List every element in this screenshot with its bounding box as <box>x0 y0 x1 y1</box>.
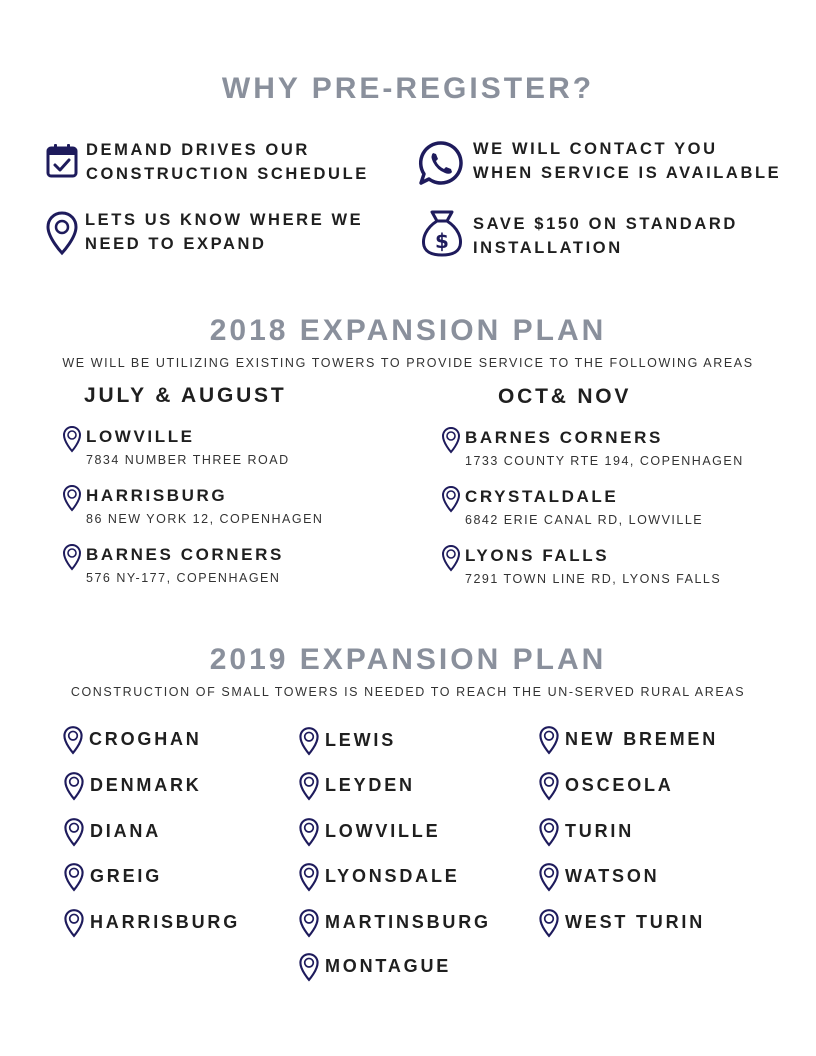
map-pin-icon <box>298 908 320 943</box>
town-name: CROGHAN <box>89 729 202 749</box>
town-name: DIANA <box>90 821 161 841</box>
benefit-demand: DEMAND DRIVES OUR CONSTRUCTION SCHEDULE <box>86 141 369 183</box>
map-pin-icon <box>63 908 85 943</box>
map-pin-icon <box>298 771 320 806</box>
map-pin-icon <box>62 484 82 517</box>
map-pin-icon <box>298 862 320 897</box>
map-pin-icon <box>298 817 320 852</box>
town-name: MARTINSBURG <box>325 912 491 932</box>
town-name: WATSON <box>565 866 660 886</box>
map-pin-icon <box>441 485 461 518</box>
map-pin-icon <box>63 862 85 897</box>
map-pin-icon <box>62 725 84 760</box>
benefit-contact: WE WILL CONTACT YOU WHEN SERVICE IS AVAILABLE <box>473 140 782 182</box>
why-preregister-title: WHY PRE-REGISTER? <box>221 72 595 105</box>
svg-text:$: $ <box>435 229 449 253</box>
town-name: HARRISBURG <box>90 912 241 932</box>
map-pin-icon <box>298 726 320 761</box>
phone-chat-icon <box>418 140 464 186</box>
location-name: HARRISBURG <box>86 486 228 505</box>
map-pin-icon <box>538 862 560 897</box>
plan-2018-subtitle: WE WILL BE UTILIZING EXISTING TOWERS TO PROVIDE SERVICE TO THE FOLLOWING AREAS <box>62 356 754 370</box>
location-address: 1733 COUNTY RTE 194, COPENHAGEN <box>465 454 744 468</box>
location-name: LOWVILLE <box>86 427 195 446</box>
map-pin-icon <box>441 544 461 577</box>
town-name: OSCEOLA <box>565 775 674 795</box>
plan-2019-title: 2019 EXPANSION PLAN <box>209 643 607 676</box>
town-name: WEST TURIN <box>565 912 705 932</box>
location-address: 86 NEW YORK 12, COPENHAGEN <box>86 512 324 526</box>
benefit-save: SAVE $150 ON STANDARD INSTALLATION <box>473 215 738 257</box>
map-pin-icon <box>298 952 320 987</box>
map-pin-icon <box>538 725 560 760</box>
location-name: CRYSTALDALE <box>465 487 619 506</box>
town-name: LOWVILLE <box>325 821 441 841</box>
map-pin-icon <box>62 543 82 576</box>
town-name: LEYDEN <box>325 775 415 795</box>
column-oct-nov-heading: OCT& NOV <box>498 385 632 408</box>
map-pin-icon <box>538 817 560 852</box>
town-name: TURIN <box>565 821 634 841</box>
town-name: LEWIS <box>325 730 396 750</box>
plan-2019-subtitle: CONSTRUCTION OF SMALL TOWERS IS NEEDED TO REACH THE UN-SERVED RURAL AREAS <box>70 685 746 699</box>
map-pin-icon <box>538 908 560 943</box>
map-pin-icon <box>62 425 82 458</box>
benefit-expand: LETS US KNOW WHERE WE NEED TO EXPAND <box>85 211 364 253</box>
location-name: LYONS FALLS <box>465 546 610 565</box>
town-name: LYONSDALE <box>325 866 460 886</box>
town-name: MONTAGUE <box>325 956 452 976</box>
town-name: GREIG <box>90 866 163 886</box>
location-name: BARNES CORNERS <box>465 428 663 447</box>
location-address: 6842 ERIE CANAL RD, LOWVILLE <box>465 513 704 527</box>
map-pin-icon <box>63 817 85 852</box>
location-address: 576 NY-177, COPENHAGEN <box>86 571 281 585</box>
column-july-august-heading: JULY & AUGUST <box>84 384 287 407</box>
map-pin-icon <box>538 771 560 806</box>
map-pin-icon <box>441 426 461 459</box>
map-pin-icon <box>63 771 85 806</box>
map-pin-icon <box>45 210 79 256</box>
location-name: BARNES CORNERS <box>86 545 284 564</box>
money-bag-icon <box>420 208 464 258</box>
plan-2018-title: 2018 EXPANSION PLAN <box>209 314 607 347</box>
location-address: 7291 TOWN LINE RD, LYONS FALLS <box>465 572 722 586</box>
calendar-check-icon <box>46 143 78 179</box>
location-address: 7834 NUMBER THREE ROAD <box>86 453 290 467</box>
town-name: NEW BREMEN <box>565 729 718 749</box>
town-name: DENMARK <box>90 775 202 795</box>
